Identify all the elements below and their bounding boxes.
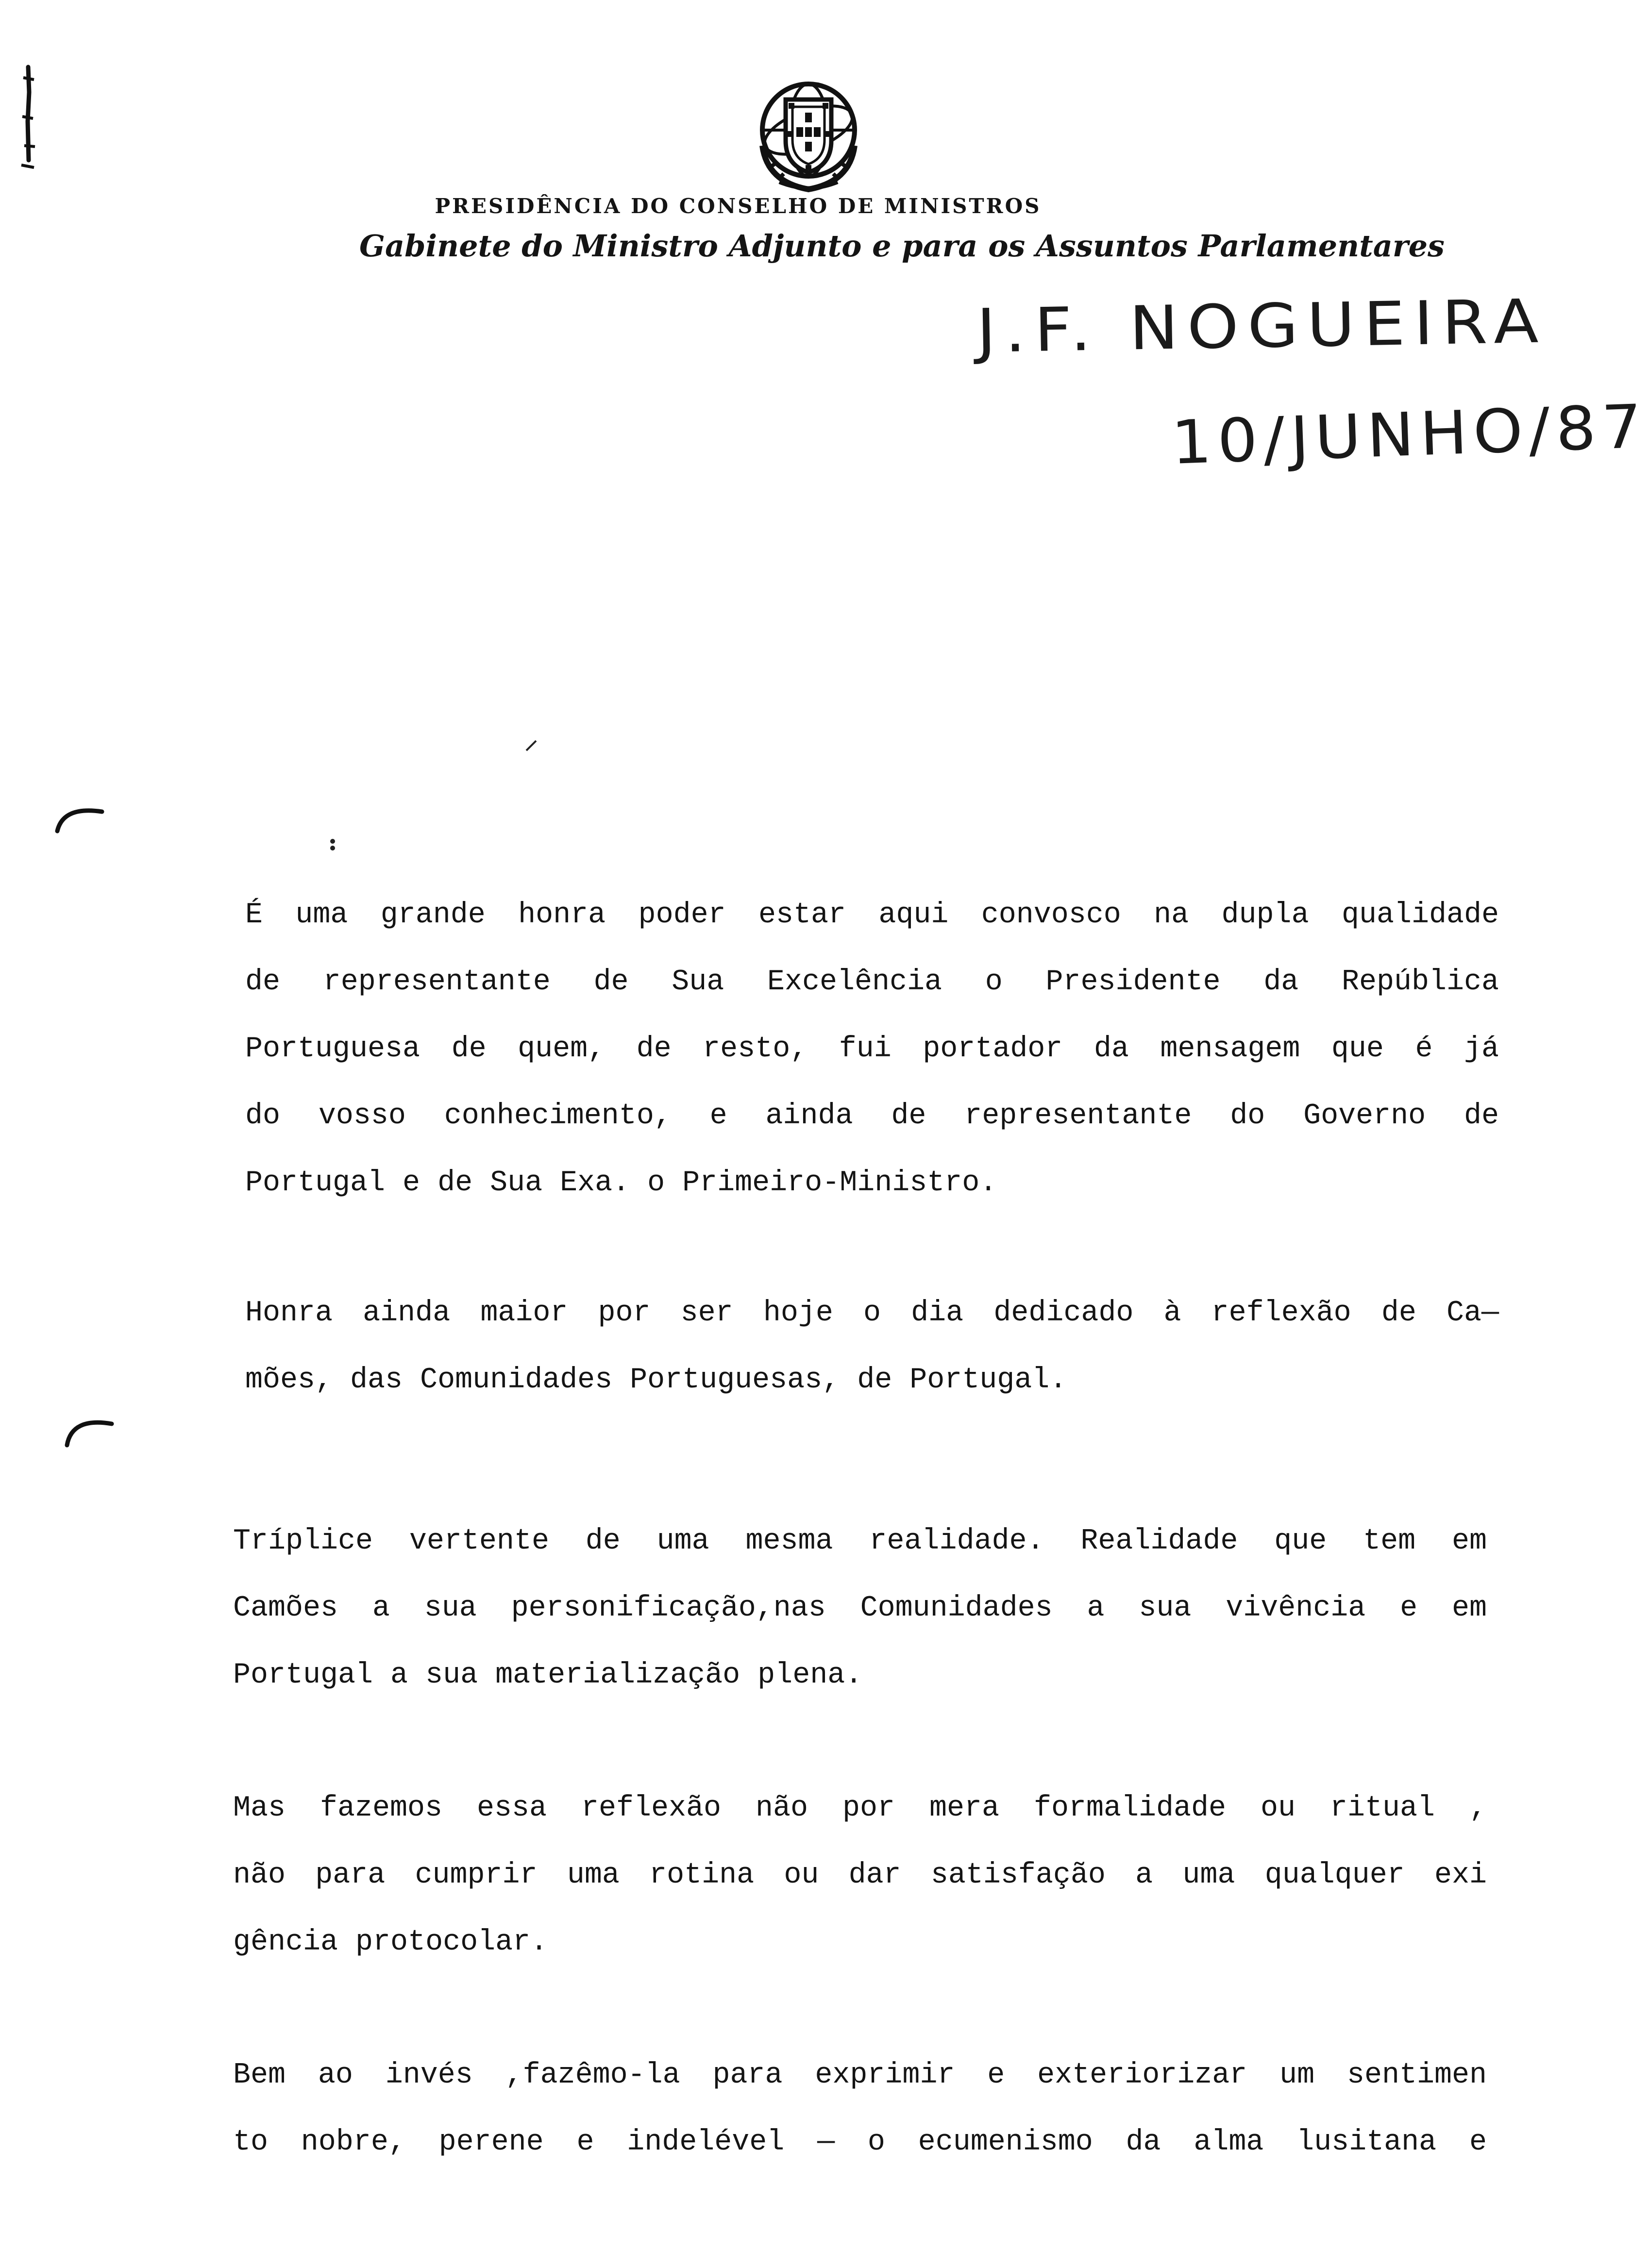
handwritten-date: 10/JUNHO/87 — [1170, 391, 1649, 478]
text-line: to nobre, perene e indelével — o ecumenismo da alma lusitana e — [233, 2126, 1487, 2159]
text-line: Mas fazemos essa reflexão não por mera formalidade ou ritual , — [233, 1792, 1487, 1825]
handwritten-name: J.F. NOGUEIRA — [976, 286, 1548, 367]
text-line: É uma grande honra poder estar aqui convosco na dupla qualidade — [245, 899, 1499, 932]
text-line: do vosso conhecimento, e ainda de representante do Governo de — [245, 1100, 1499, 1133]
text-line: Portuguesa de quem, de resto, fui portador da mensagem que é já — [245, 1033, 1499, 1066]
text-line: gência protocolar. — [233, 1926, 548, 1959]
punch-hole-mark-top — [53, 801, 107, 835]
text-line: Portugal a sua materialização plena. — [233, 1659, 863, 1692]
text-line: Portugal e de Sua Exa. o Primeiro-Ministro. — [245, 1167, 997, 1200]
stray-dot — [328, 837, 337, 852]
portuguese-coat-of-arms-icon — [748, 73, 869, 194]
text-line: Camões a sua personificação,nas Comunidades a sua vivência e em — [233, 1592, 1487, 1625]
text-line: não para cumprir uma rotina ou dar satisfação a uma qualquer exi — [233, 1859, 1487, 1892]
text-line: de representante de Sua Excelência o Presidente da República — [245, 966, 1499, 999]
binding-mark — [15, 63, 39, 175]
paragraph-1 — [245, 882, 1499, 1217]
punch-hole-mark-bottom — [63, 1410, 117, 1449]
paragraph-3 — [233, 1508, 1487, 1709]
text-line: Honra ainda maior por ser hoje o dia dedicado à reflexão de Ca— — [245, 1297, 1499, 1330]
text-line: Tríplice vertente de uma mesma realidade. Realidade que tem em — [233, 1525, 1487, 1558]
stray-stroke — [524, 738, 539, 752]
paragraph-5 — [233, 2042, 1487, 2176]
cabinet-title: Gabinete do Ministro Adjunto e para os Assuntos Parlamentares — [359, 228, 1445, 264]
text-line: Bem ao invés ,fazêmo-la para exprimir e exteriorizar um sentimen — [233, 2059, 1487, 2092]
paragraph-2 — [245, 1280, 1499, 1414]
organization-title: PRESIDÊNCIA DO CONSELHO DE MINISTROS — [435, 194, 1042, 218]
text-line: mões, das Comunidades Portuguesas, de Portugal. — [245, 1364, 1067, 1397]
paragraph-4 — [233, 1775, 1487, 1976]
